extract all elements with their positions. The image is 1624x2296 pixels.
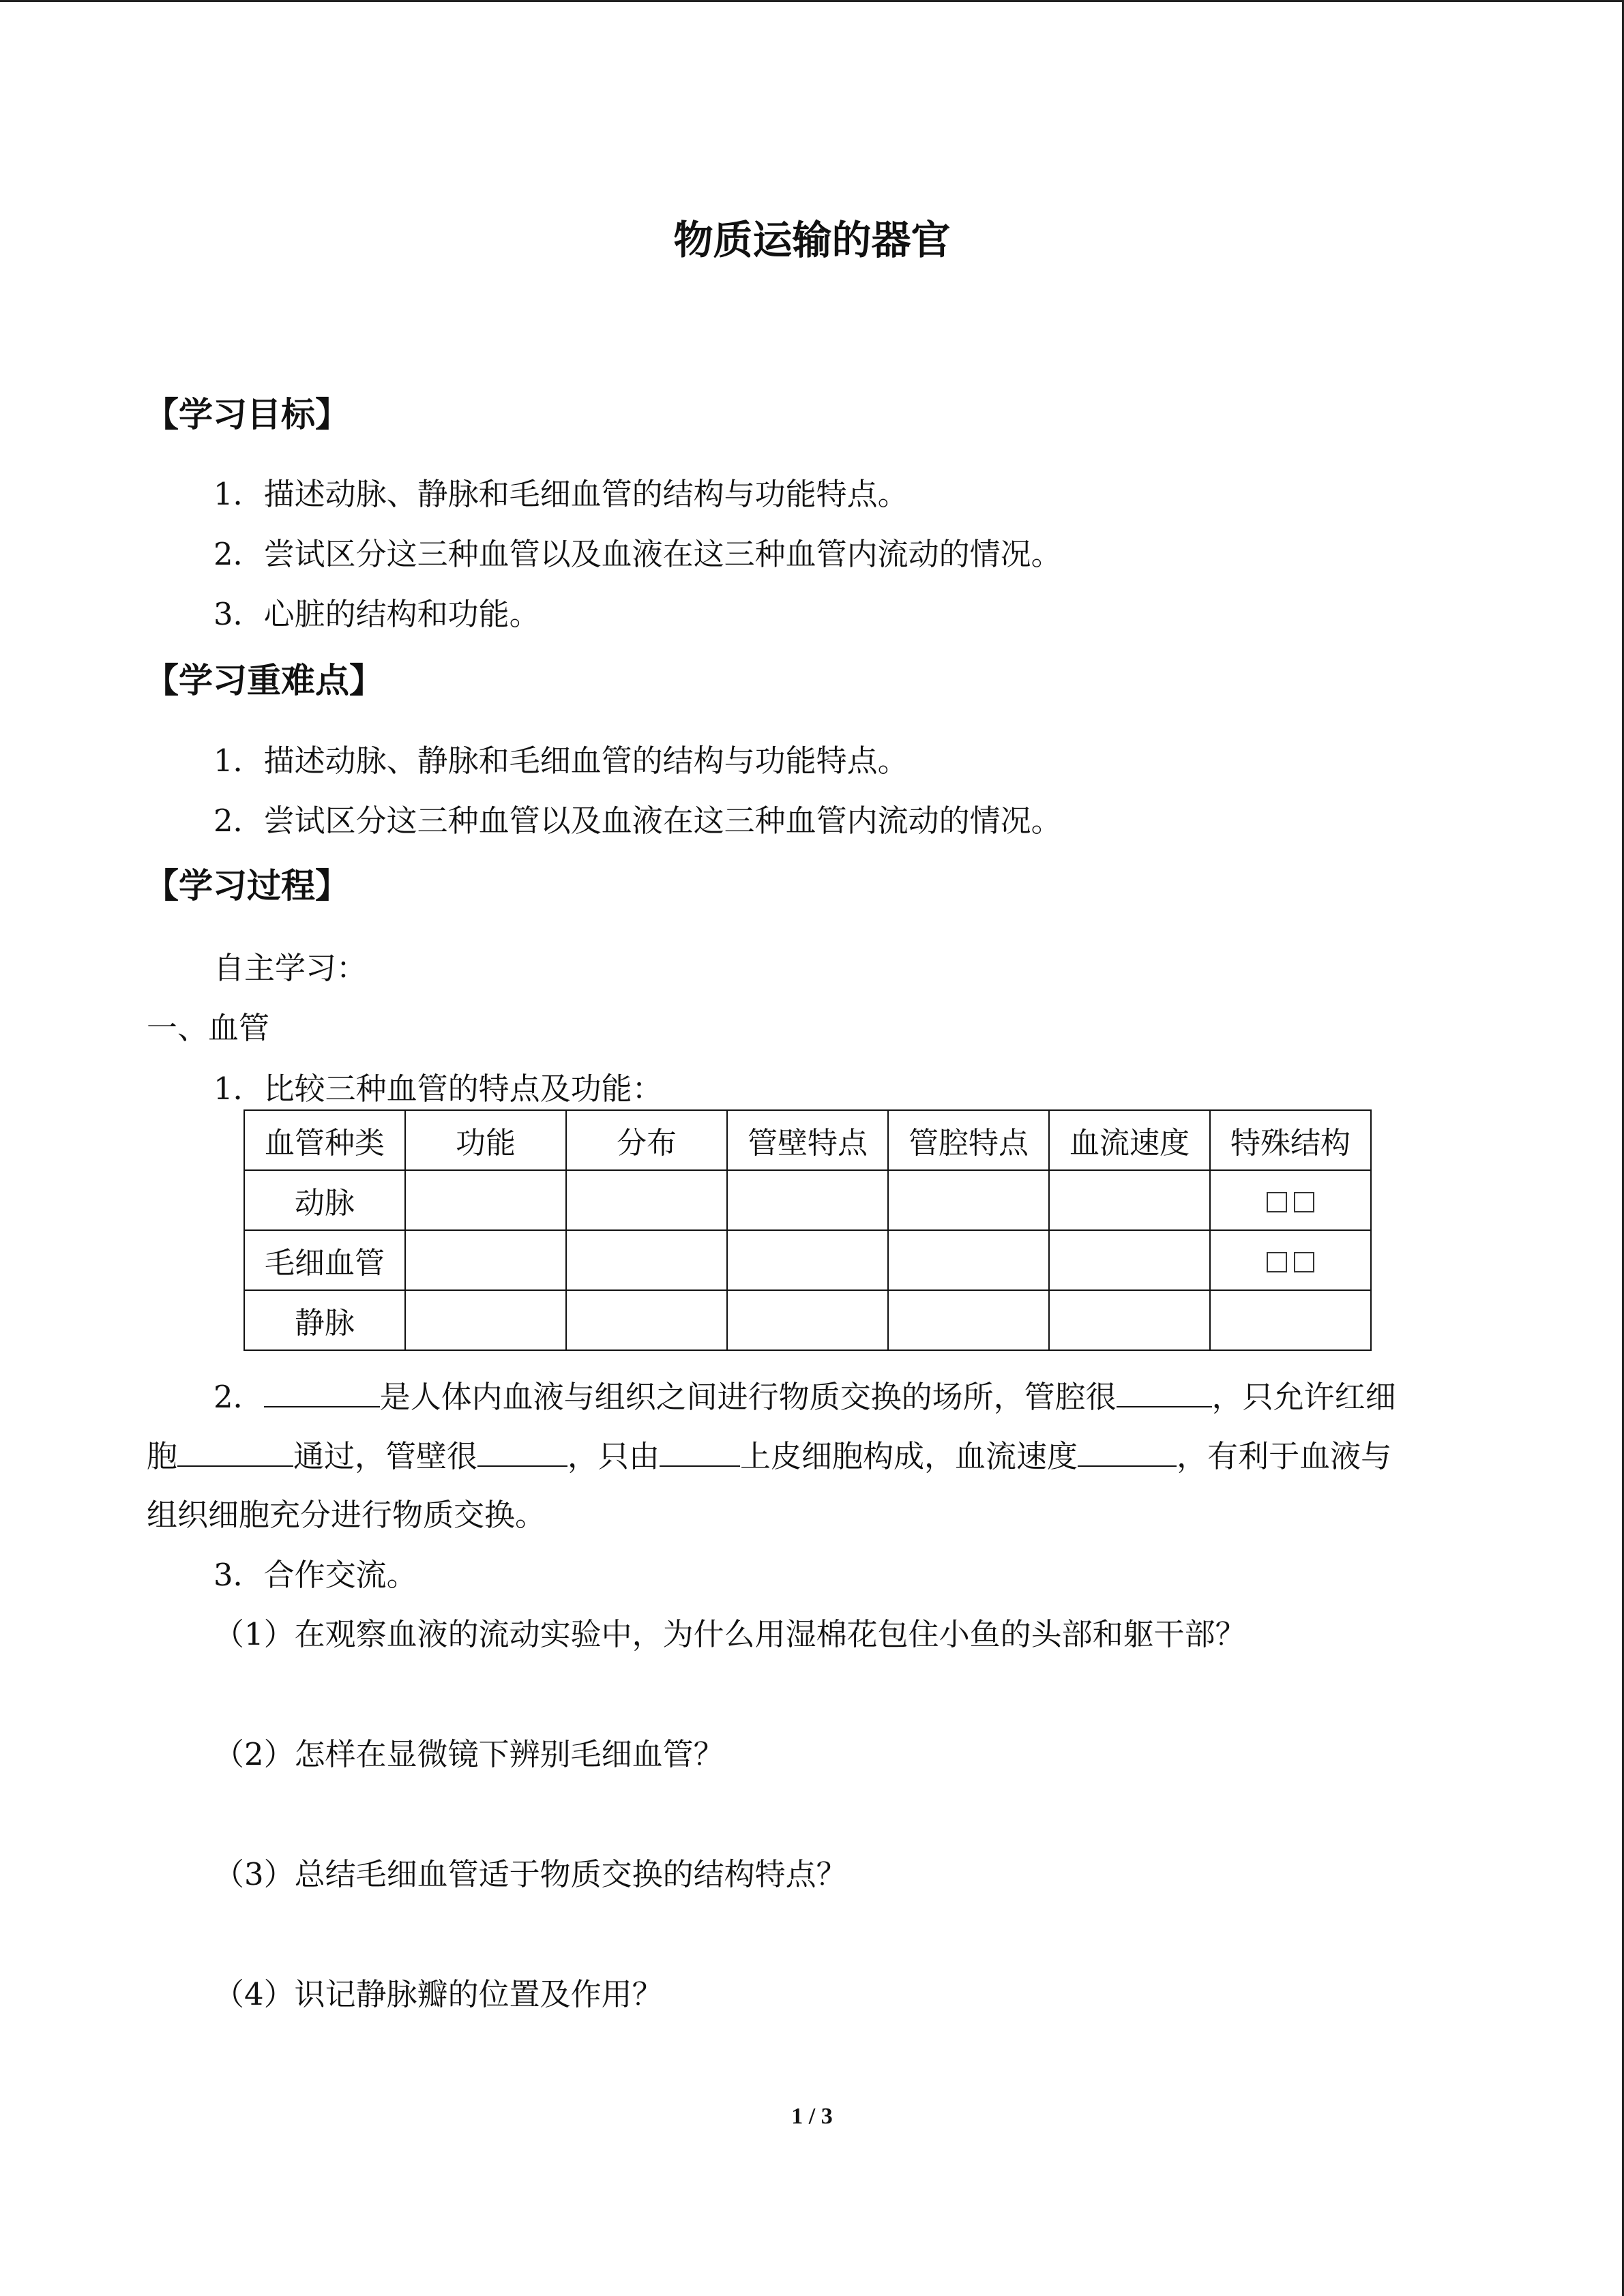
item-2-text: 是人体内血液与组织之间进行物质交换的场所，管腔很 xyxy=(379,1379,1117,1415)
table-cell xyxy=(566,1290,727,1350)
item-2-text: ，只由 xyxy=(567,1438,660,1474)
table-cell xyxy=(888,1230,1049,1290)
key-point-item-2: 2．尝试区分这三种血管以及血液在这三种血管内流动的情况。 xyxy=(213,803,1062,839)
header-cell: 血管种类 xyxy=(244,1110,405,1170)
heading-learning-process: 【学习过程】 xyxy=(145,866,349,906)
table-row xyxy=(244,1170,1371,1230)
page-number: 1 / 3 xyxy=(791,2104,833,2129)
table-cell xyxy=(888,1290,1049,1350)
placeholder-boxes xyxy=(1263,1183,1318,1218)
fill-blank[interactable] xyxy=(264,1376,380,1407)
table-cell xyxy=(727,1230,888,1290)
header-cell: 功能 xyxy=(405,1110,566,1170)
header-cell: 管腔特点 xyxy=(888,1110,1049,1170)
table-cell xyxy=(727,1170,888,1230)
header-cell: 特殊结构 xyxy=(1210,1110,1371,1170)
item-2-line-3: 组织细胞充分进行物质交换。 xyxy=(147,1497,546,1533)
item-2-number: 2． xyxy=(213,1379,264,1415)
table-cell xyxy=(566,1230,727,1290)
table-cell xyxy=(405,1170,566,1230)
box-glyph xyxy=(1294,1192,1314,1212)
fill-blank[interactable] xyxy=(1078,1435,1177,1467)
table-header-row xyxy=(244,1110,1371,1170)
fill-blank[interactable] xyxy=(660,1435,740,1467)
table-cell xyxy=(405,1230,566,1290)
table-cell xyxy=(1210,1290,1371,1350)
item-2-text: ，只允许红细 xyxy=(1211,1379,1396,1415)
page-title: 物质运输的器官 xyxy=(673,217,951,263)
part-1-heading: 一、血管 xyxy=(147,1010,270,1046)
row-label-vein: 静脉 xyxy=(244,1290,405,1350)
box-glyph xyxy=(1267,1192,1287,1212)
item-1-compare: 1．比较三种血管的特点及功能： xyxy=(213,1071,663,1107)
fill-blank[interactable] xyxy=(477,1435,567,1467)
page-border-top xyxy=(0,0,1624,2)
question-4: （4）识记静脉瓣的位置及作用？ xyxy=(213,1976,663,2012)
table-cell xyxy=(1049,1230,1210,1290)
fill-blank[interactable] xyxy=(1117,1376,1212,1407)
heading-learning-goals: 【学习目标】 xyxy=(145,395,349,434)
question-2: （2）怎样在显微镜下辨别毛细血管？ xyxy=(213,1736,724,1772)
table-row xyxy=(244,1290,1371,1350)
table-cell xyxy=(1049,1290,1210,1350)
table-cell xyxy=(1210,1170,1371,1230)
placeholder-boxes xyxy=(1263,1243,1318,1278)
goal-item-1: 1．描述动脉、静脉和毛细血管的结构与功能特点。 xyxy=(213,476,909,512)
table-cell xyxy=(566,1170,727,1230)
box-glyph xyxy=(1294,1252,1314,1272)
item-3-cooperation: 3．合作交流。 xyxy=(213,1557,417,1593)
fill-blank[interactable] xyxy=(177,1435,293,1467)
table-cell xyxy=(405,1290,566,1350)
question-3: （3）总结毛细血管适于物质交换的结构特点？ xyxy=(213,1856,847,1892)
row-label-artery: 动脉 xyxy=(244,1170,405,1230)
table-cell xyxy=(1210,1230,1371,1290)
heading-key-points: 【学习重难点】 xyxy=(145,661,383,700)
header-cell: 管壁特点 xyxy=(727,1110,888,1170)
item-2-text: 通过，管壁很 xyxy=(293,1438,478,1474)
item-2-text: ，有利于血液与 xyxy=(1177,1438,1392,1474)
self-study-label: 自主学习： xyxy=(213,950,368,986)
table-cell xyxy=(1049,1170,1210,1230)
item-2-line-2 xyxy=(147,1435,1391,1477)
table-row xyxy=(244,1230,1371,1290)
item-2-line-1 xyxy=(213,1376,1396,1418)
goal-item-2: 2．尝试区分这三种血管以及血液在这三种血管内流动的情况。 xyxy=(213,536,1062,572)
item-2-text: 胞 xyxy=(147,1438,178,1474)
question-1: （1）在观察血液的流动实验中，为什么用湿棉花包住小鱼的头部和躯干部？ xyxy=(213,1616,1246,1652)
key-point-item-1: 1．描述动脉、静脉和毛细血管的结构与功能特点。 xyxy=(213,743,909,779)
box-glyph xyxy=(1267,1252,1287,1272)
goal-item-3: 3．心脏的结构和功能。 xyxy=(213,596,540,632)
vessel-comparison-table xyxy=(243,1109,1372,1351)
table-cell xyxy=(727,1290,888,1350)
header-cell: 分布 xyxy=(566,1110,727,1170)
item-2-text: 上皮细胞构成，血流速度 xyxy=(740,1438,1078,1474)
row-label-capillary: 毛细血管 xyxy=(244,1230,405,1290)
table-cell xyxy=(888,1170,1049,1230)
header-cell: 血流速度 xyxy=(1049,1110,1210,1170)
